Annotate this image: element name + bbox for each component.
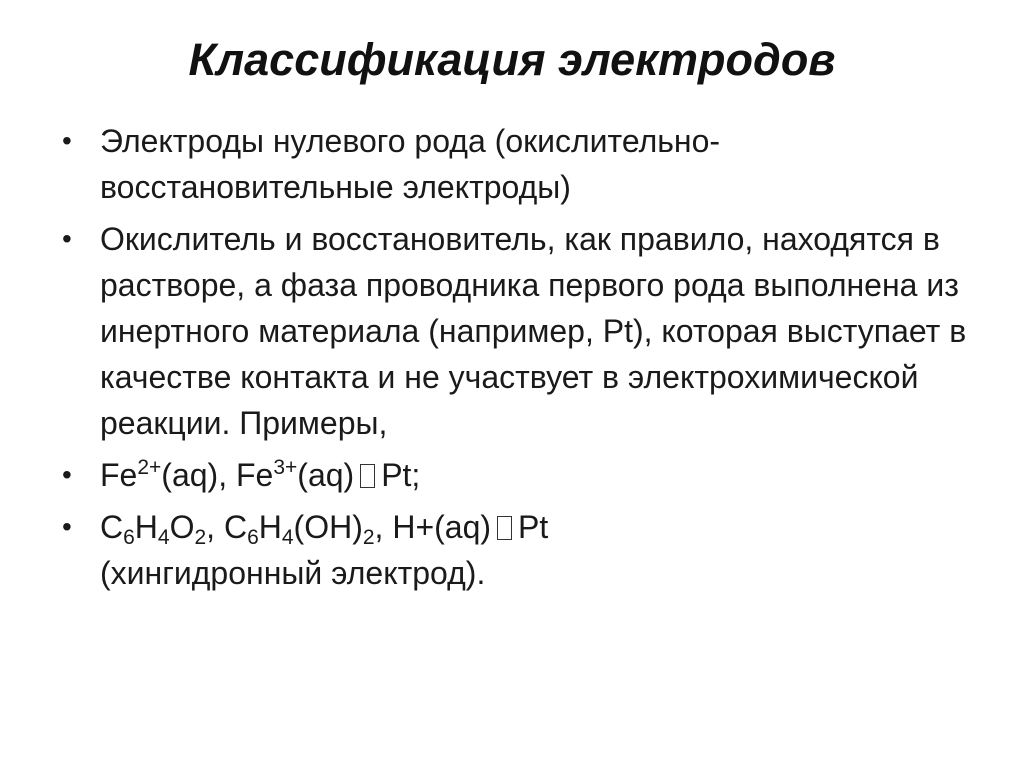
bullet-item-iron-example xyxy=(62,452,982,498)
formula-subscript: 6 xyxy=(123,526,135,549)
slide-title: Классификация электродов xyxy=(188,34,836,85)
separator: , H+(aq) xyxy=(374,509,492,545)
formula-element: H xyxy=(258,509,282,545)
formula-fe: Fe xyxy=(235,457,274,493)
formula-subscript: 2 xyxy=(194,526,207,549)
charge-superscript: 2+ xyxy=(137,456,162,479)
formula-subscript: 4 xyxy=(281,526,294,549)
separator: , xyxy=(206,509,224,545)
formula-element: O xyxy=(169,509,195,545)
formula-element: H xyxy=(134,509,158,545)
bullet-marker: • xyxy=(62,223,72,254)
state-label: (aq) xyxy=(297,457,355,493)
formula-fe: Fe xyxy=(100,457,138,493)
formula-subscript: 2 xyxy=(362,526,375,549)
bullet-marker: • xyxy=(62,459,72,490)
bullet-item-quinhydrone-example xyxy=(62,504,982,596)
electrode-label: Pt xyxy=(518,509,549,545)
state-label: (aq), xyxy=(161,457,236,493)
electrode-label: Pt; xyxy=(381,457,421,493)
missing-glyph-box-icon xyxy=(360,464,375,488)
formula-element: C xyxy=(223,509,248,545)
bullet-marker: • xyxy=(62,125,72,156)
bullet-item-oxidizer-reducer xyxy=(62,216,982,446)
bullet-text: Электроды нулевого рода (окислительно-восстановительные электроды) xyxy=(100,123,721,205)
formula-group: (OH) xyxy=(293,509,363,545)
bullet-item-zero-kind-electrodes xyxy=(62,118,982,210)
charge-superscript: 3+ xyxy=(273,456,298,479)
bullet-list xyxy=(62,118,982,602)
formula-subscript: 4 xyxy=(157,526,170,549)
missing-glyph-box-icon xyxy=(497,516,512,540)
electrode-note: (хингидронный электрод). xyxy=(100,555,486,591)
bullet-marker: • xyxy=(62,511,72,542)
formula-element: C xyxy=(100,509,124,545)
formula-subscript: 6 xyxy=(247,526,259,549)
bullet-text: Окислитель и восстановитель, как правило, находятся в растворе, а фаза проводника первого рода выполнена из инертного материала (например, Pt), которая выступает в качестве контакта и не участвует в электрохимической реакции. Примеры, xyxy=(100,221,967,441)
